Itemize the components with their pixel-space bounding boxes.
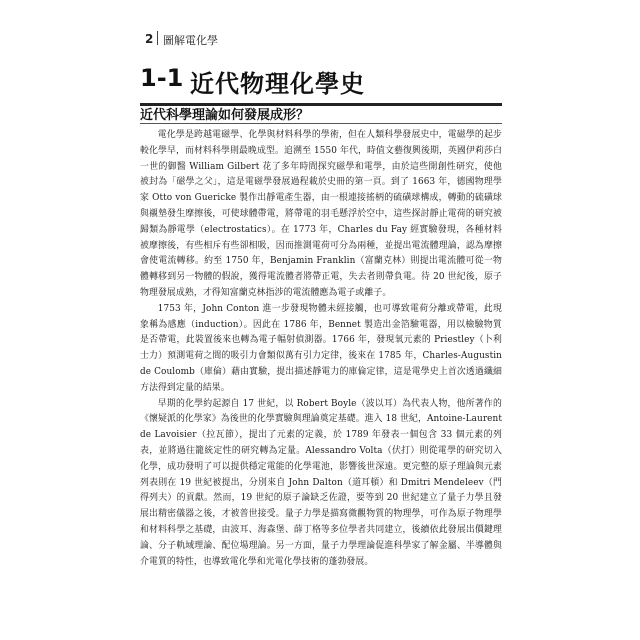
section-bottom-rule: [140, 123, 502, 124]
paragraph: 1753 年，John Conton 進一步發現物體未經接觸，也可導致電荷分離或帶電，此現象稱為感應（induction）。因此在 1786 年，Bennet 製造出金箔驗電器，用以檢驗物質是否帶電，此裝置後來也轉為電子幅射偵測器。1766 年，發現氧元素的 Priestley（卜利士力）預測電荷之間的吸引力會類似萬有引力定律，後來在 1785 年，Charles-Augustin de Coulomb（庫倫）藉由實驗，提出描述靜電力的庫倫定律，這是電學史上首次透過纖細方法得到定量的結果。: [140, 303, 502, 393]
chapter-heading: [140, 64, 520, 100]
paragraph: 早期的化學約起源自 17 世紀，以 Robert Boyle（波以耳）為代表人物，他所著作的《懷疑派的化學家》為後世的化學實驗與理論奠定基礎。進入 18 世紀，Antoine-Laurent de Lavoisier（拉瓦節），提出了元素的定義，於 1789 年發表一個包含 33 個元素的列表，並將過往籠統定性的研究轉為定量。Alessandro Volta（伏打）則從電學的研究切入化學，成功發明了可以提供穩定電能的化學電池，影響後世深遠。更完整的原子理論與元素列表則在 19 世紀被提出，分別來自 John Dalton（道耳頓）和 Dmitri Mendeleev（門得列夫）的貢獻。然而，19 世紀的原子論缺乏佐證，要等到 20 世紀建立了量子力學且發展出精密儀器之後，才被普世接受。量子力學是描寫微觀物質的物理學，可作為原子物理學和材料科學之基礎，由波耳、海森堡、薛丁格等多位學者共同建立，後續依此發展出價鍵理論、分子軌域理論、配位場理論。另一方面，量子力學理論促進科學家了解金屬、半導體與介電質的特性，也導致電化學和光電化學技術的蓬勃發展。: [140, 398, 502, 567]
section-title: 近代科學理論如何發展成形？: [140, 108, 310, 123]
page-number: 2: [145, 32, 154, 46]
body-text: [140, 128, 502, 570]
chapter-title: 近代物理化學史: [190, 70, 365, 98]
chapter-number: 1-1: [140, 64, 184, 92]
book-title: 圖解電化學: [163, 34, 218, 47]
paragraph: 電化學是跨越電磁學、化學與材料科學的學術，但在人類科學發展史中，電磁學的起步較化學早，而材料科學則最晚成型。追溯至 1550 年代，時值文藝復興後期，英國伊莉莎白一世的御醫 William Gilbert 花了多年時間探究磁學和電學，由於這些開創性研究，使他被封為「磁學之父」，這是電磁學發展過程載於史冊的第一頁。到了 1663 年，德國物理學家 Otto von Guericke 製作出靜電產生器，由一根連接搖柄的硫磺球構成，轉動的硫磺球與襯墊發生摩擦後，可使球體帶電，將帶電的羽毛懸浮於空中，這些探討靜止電荷的研究被歸類為靜電學（electrostatics）。在 1773 年，Charles du Fay 經實驗發現，各種材料被摩擦後，有些相斥有些卻相吸，因而推測電荷可分為兩種，並提出電流體理論，認為摩擦會使電流轉移。約至 1750 年，Benjamin Franklin（富蘭克林）則提出電流體可從一物體轉移到另一物體的假說，獲得電流體者將帶正電，失去者則帶負電。待 20 世紀後，原子物理發展成熟，才得知富蘭克林指涉的電流體應為電子或離子。: [140, 130, 502, 298]
header-separator: [157, 31, 158, 45]
running-header: [145, 30, 525, 52]
